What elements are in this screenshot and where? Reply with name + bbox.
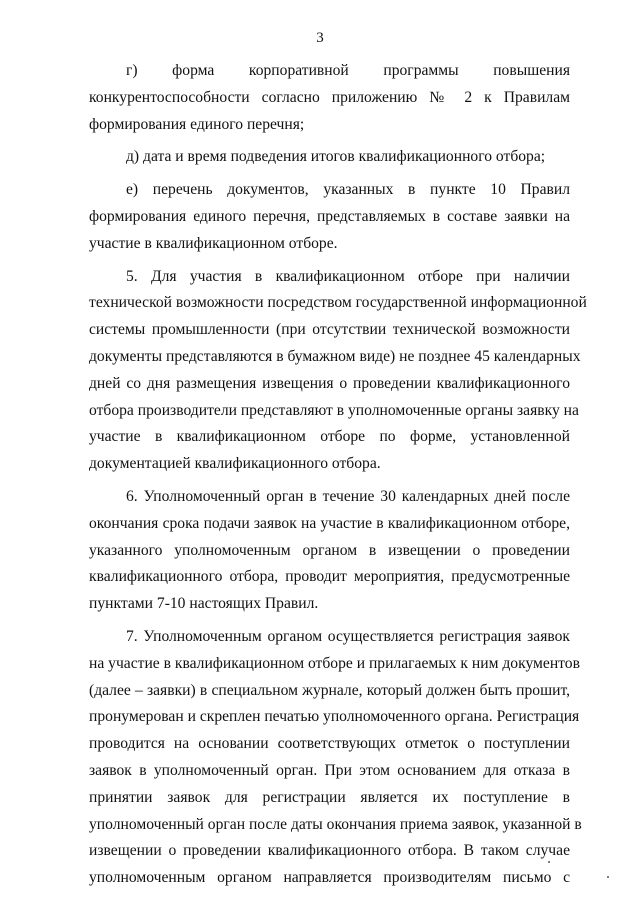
text-line: документацией квалификационного отбора. (89, 455, 381, 473)
text-line: уполномоченным органом направляется производителям письмо с (89, 869, 570, 887)
text-line: системы промышленности (при отсутствии технической возможности (89, 321, 570, 339)
paragraph-item-d (89, 144, 570, 171)
text-line: формирования единого перечня; (89, 115, 305, 133)
text-line: д) дата и время подведения итогов квалификационного отбора; (126, 148, 546, 166)
text-line: формирования единого перечня, представляемых в составе заявки на (89, 207, 570, 225)
text-line: квалификационного отбора, проводит мероприятия, предусмотренные (89, 568, 570, 586)
text-line: участие в квалификационном отборе. (89, 234, 338, 252)
text-line: участие в квалификационном отборе по форме, установленной (89, 428, 570, 446)
text-line: отбора производители представляют в уполномоченные органы заявку на (89, 401, 579, 419)
document-body (89, 58, 587, 892)
text-line: указанного уполномоченным органом в извещении о проведении (89, 541, 570, 559)
text-line: 6. Уполномоченный орган в течение 30 календарных дней после (126, 487, 570, 505)
text-line: 7. Уполномоченным органом осуществляется регистрация заявок (126, 627, 570, 645)
paragraph-item-e (89, 177, 570, 257)
scan-speck (607, 876, 609, 878)
text-line: пронумерован и скреплен печатью уполномоченного органа. Регистрация (89, 708, 580, 726)
paragraph-item-g (89, 58, 570, 138)
text-line: дней со дня размещения извещения о проведении квалификационного (89, 374, 570, 392)
text-line: 5. Для участия в квалификационном отборе при наличии (126, 267, 570, 285)
text-line: г) форма корпоративной программы повышения (126, 62, 570, 79)
text-line: (далее – заявки) в специальном журнале, который должен быть прошит, (89, 681, 570, 699)
paragraph-item-5 (89, 264, 587, 478)
paragraph-item-7 (89, 624, 582, 892)
text-line: пунктами 7-10 настоящих Правил. (89, 595, 319, 613)
scan-speck (548, 861, 550, 863)
text-line: проводится на основании соответствующих отметок о поступлении (89, 735, 570, 753)
text-line: е) перечень документов, указанных в пункте 10 Правил (126, 181, 570, 199)
text-line: окончания срока подачи заявок на участие в квалификационном отборе, (89, 514, 570, 532)
text-line: заявок в уполномоченный орган. При этом основанием для отказа в (89, 761, 570, 779)
text-line: технической возможности посредством государственной информационной (89, 294, 587, 312)
page-number: 3 (316, 30, 324, 46)
text-line: конкурентоспособности согласно приложению № 2 к Правилам (89, 88, 570, 106)
paragraph-item-6 (89, 484, 570, 618)
text-line: документы представляются в бумажном виде) не позднее 45 календарных (89, 347, 581, 365)
text-line: извещении о проведении квалификационного отбора. В таком случае (89, 842, 570, 860)
text-line: уполномоченный орган после даты окончания приема заявок, указанной в (89, 815, 582, 833)
text-line: принятии заявок для регистрации является их поступление в (89, 788, 570, 806)
text-line: на участие в квалификационном отборе и прилагаемых к ним документов (89, 654, 580, 672)
